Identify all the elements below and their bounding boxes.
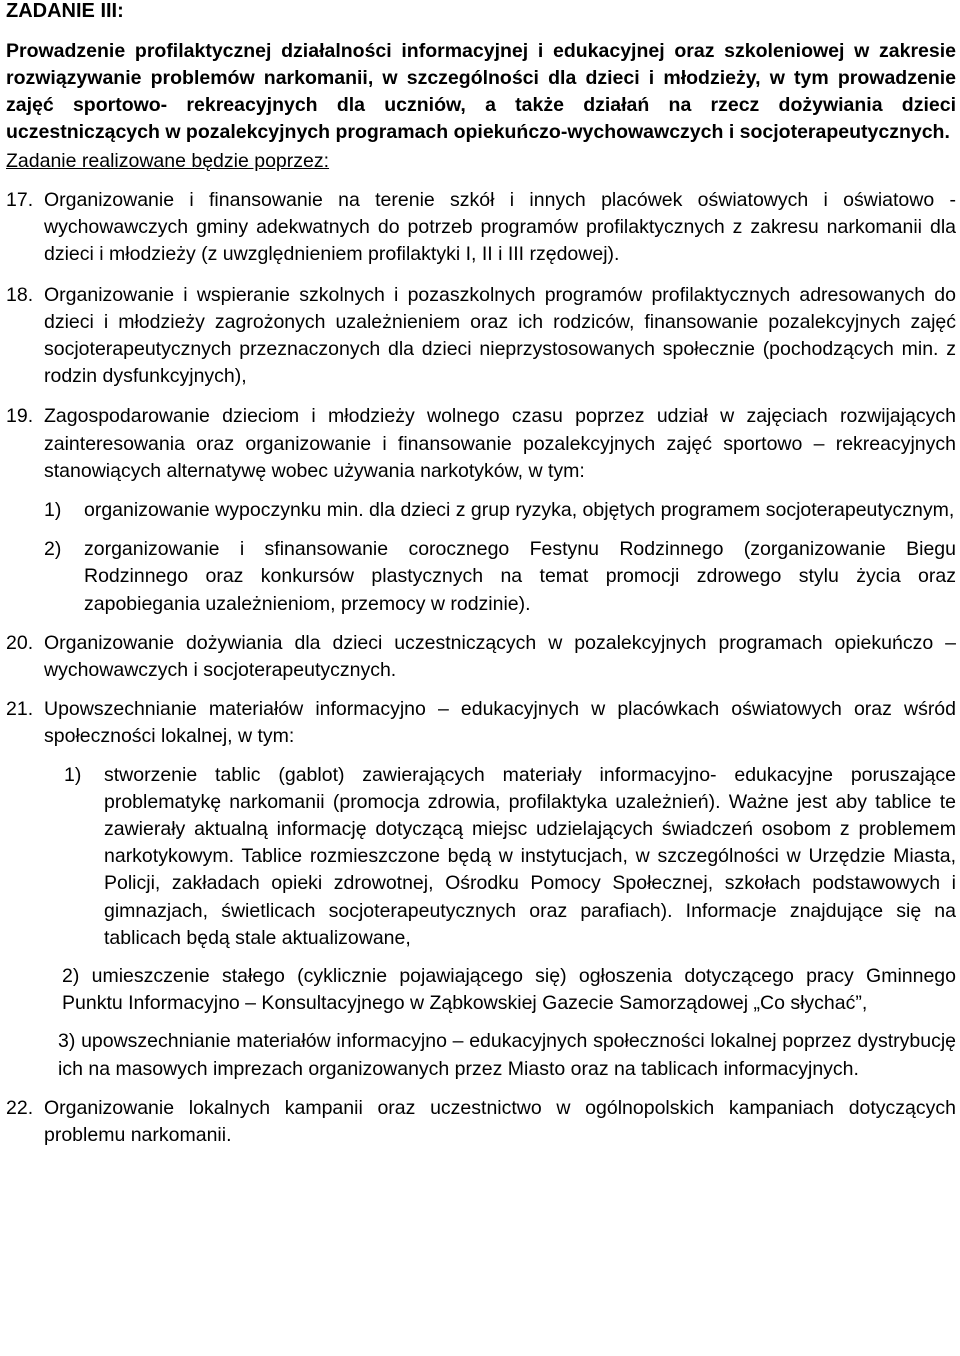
- sub-item-number: 1): [44, 499, 62, 522]
- item-text: Organizowanie i wspieranie szkolnych i pozaszkolnych programów profilaktycznych adresowanych do dzieci i młodzieży zagrożonych uzależnieniem oraz ich rodziców, finansowanie pozalekcyjnych zajęć socjoterapeutycznych przeznaczonych dla dzieci nieprzystosowanych społecznie (pochodzących min. z rodzin dysfunkcyjnych),: [44, 283, 956, 388]
- task-item-18: [6, 282, 956, 391]
- sub-item: [44, 536, 956, 618]
- document-page: [6, 0, 956, 1149]
- item-number: 17.: [6, 189, 34, 211]
- sub-item: [46, 762, 956, 952]
- item-text: Organizowanie lokalnych kampanii oraz uczestnictwo w ogólnopolskich kampaniach dotyczących problemu narkomanii.: [44, 1096, 956, 1147]
- item-text: Organizowanie dożywiania dla dzieci uczestniczących w pozalekcyjnych programach opiekuńczo – wychowawczych i socjoterapeutycznych.: [44, 631, 956, 682]
- sub-item-body: umieszczenie stałego (cyklicznie pojawiającego się) ogłoszenia dotyczącego pracy Gminnego Punktu Informacyjno – Konsultacyjnego w Ząbkowskiej Gazecie Samorządowej „Co słychać”,: [62, 965, 957, 1015]
- item-number: 20.: [6, 631, 34, 654]
- item-text: Organizowanie i finansowanie na terenie szkół i innych placówek oświatowych i oświatowo - wychowawczych gminy adekwatnych do potrzeb programów profilaktycznych z zakresu narkomanii dla dzieci i młodzieży (z uwzględnieniem profilaktyki I, II i III rzędowej).: [44, 189, 956, 266]
- task-item-21: [6, 696, 956, 1083]
- task-description: Prowadzenie profilaktycznej działalności informacyjnej i edukacyjnej oraz szkoleniowej w zakresie rozwiązywanie problemów narkomanii, w szczególności dla dzieci i młodzieży, w tym prowadzenie zajęć sportowo- rekreacyjnych dla uczniów, a także działań na rzecz dożywiania dzieci uczestniczących w pozalekcyjnych programach opiekuńczo-wychowawczych i socjoterapeutycznych.: [6, 40, 956, 143]
- sub-item-number: 1): [64, 763, 82, 786]
- item-number: 18.: [6, 283, 34, 306]
- task-item-17: [6, 187, 956, 269]
- task-item-20: [6, 630, 956, 684]
- sub-item-text: organizowanie wypoczynku min. dla dzieci z grup ryzyka, objętych programem socjoterapeutycznym,: [84, 499, 955, 522]
- sub-item-text: stworzenie tablic (gablot) zawierających materiały informacyjno- edukacyjne poruszające problematykę narkomanii (promocja zdrowia, profilaktyka uzależnień). Ważne jest aby tablice te zawierały aktualną informację dotyczącą miejsc udzielających świadczeń osobom z problemem narkotykowym. Tablice rozmieszczone będą w instytucjach, w szczególności w Urzędzie Miasta, Policji, zakładach opieki zdrowotnej, Ośrodku Pomocy Społecznej, szkołach podstawowych i gimnazjach, świetlicach socjoterapeutycznych oraz parafiach). Informacje znajdujące się na tablicach będą stale aktualizowane,: [104, 763, 956, 949]
- sub-item-number: 2): [44, 538, 62, 561]
- sub-item-body: upowszechnianie materiałów informacyjno – edukacyjnych społeczności lokalnej poprzez dystrybucję ich na masowych imprezach organizowanych przez Miasto oraz na tablicach informacyjnych.: [58, 1030, 956, 1080]
- item-text: Zagospodarowanie dzieciom i młodzieży wolnego czasu poprzez udział w zajęciach rozwijających zainteresowania oraz organizowanie i finansowanie pozalekcyjnych zajęć sportowo – rekreacyjnych stanowiących alternatywę wobec używania narkotyków, w tym:: [44, 405, 956, 482]
- task-item-22: [6, 1095, 956, 1149]
- item-text: Upowszechnianie materiałów informacyjno – edukacyjnych w placówkach oświatowych oraz wśród społeczności lokalnej, w tym:: [44, 698, 956, 748]
- sub-item-number: 2): [62, 965, 80, 988]
- task-item-19: [6, 403, 956, 617]
- sub-item-text: zorganizowanie i sfinansowanie corocznego Festynu Rodzinnego (zorganizowanie Biegu Rodzinnego oraz konkursów plastycznych na temat promocji zdrowego stylu życia oraz zapobiegania uzależnieniom, przemocy w rodzinie).: [84, 538, 956, 615]
- sub-item: [44, 963, 956, 1017]
- sub-item-number: 3): [58, 1030, 76, 1053]
- task-heading: ZADANIE III:: [6, 0, 124, 22]
- sub-item: [44, 1028, 956, 1082]
- item-number: 22.: [6, 1096, 34, 1119]
- implementation-lead: Zadanie realizowane będzie poprzez:: [6, 150, 330, 172]
- sub-item: [44, 497, 956, 524]
- sub-item-text: [62, 963, 956, 1017]
- item-number: 21.: [6, 698, 34, 721]
- item-number: 19.: [6, 405, 34, 428]
- sub-item-text: [58, 1028, 956, 1082]
